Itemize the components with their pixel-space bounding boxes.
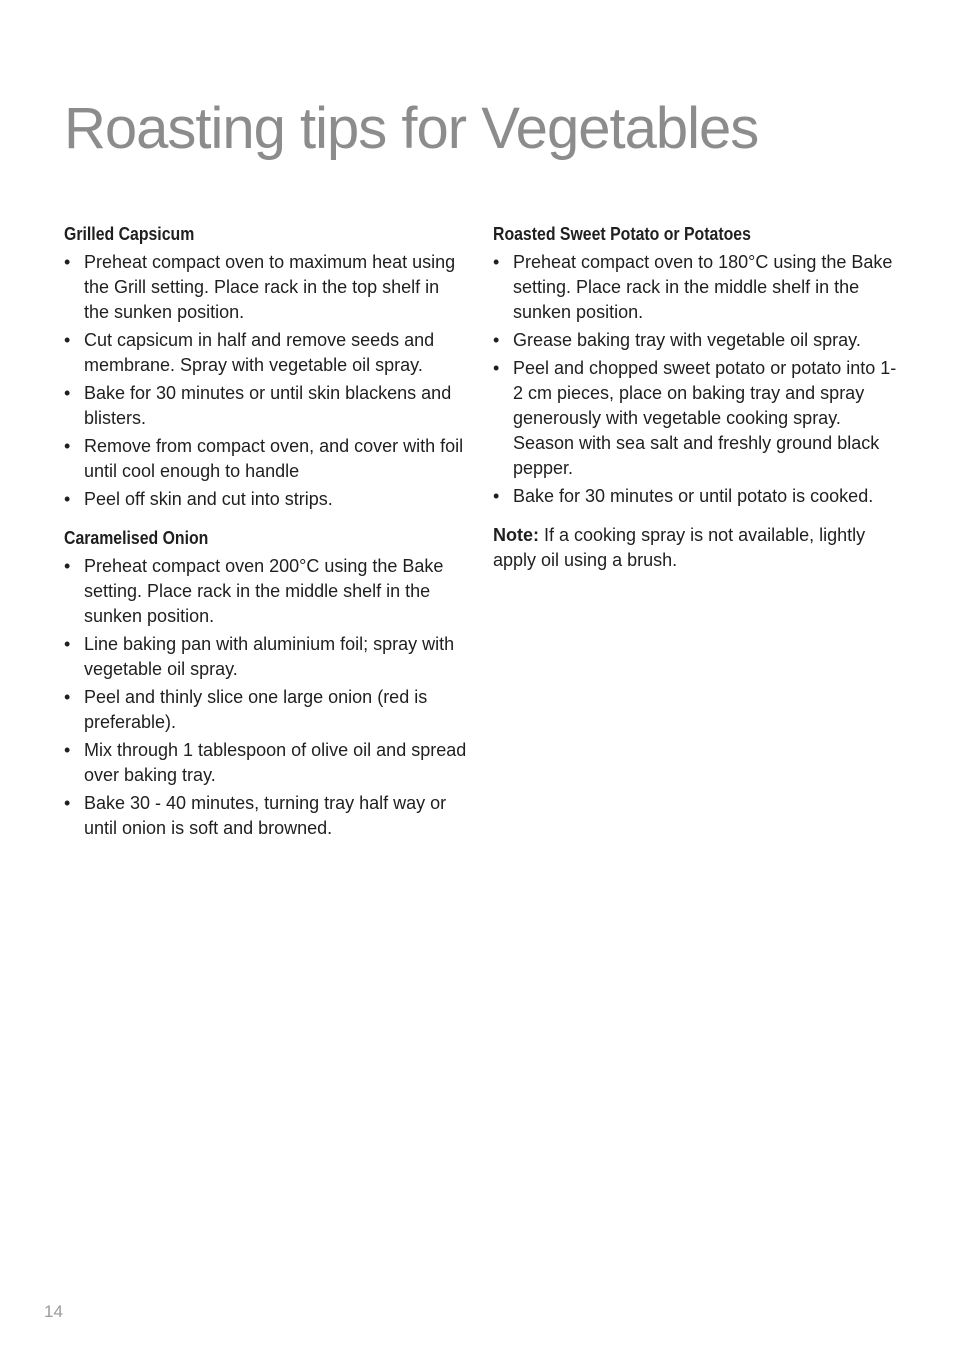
list-item	[64, 791, 469, 841]
bullet-icon: •	[64, 634, 71, 654]
list-item	[493, 328, 903, 353]
bullet-icon: •	[64, 740, 71, 760]
list-item-text: Peel and chopped sweet potato or potato into 1-2 cm pieces, place on baking tray and spray generously with vegetable cooking spray. Season with sea salt and freshly ground black pepper.	[513, 358, 897, 478]
bullet-icon: •	[64, 793, 71, 813]
section-heading: Caramelised Onion	[64, 528, 209, 548]
list-item	[64, 685, 469, 735]
bullet-icon: •	[64, 252, 71, 272]
left-column	[64, 222, 469, 855]
section-caramelised-onion	[64, 526, 469, 841]
section-roasted-sweet-potato	[493, 222, 903, 509]
note-text: If a cooking spray is not available, lightly apply oil using a brush.	[493, 525, 866, 570]
list-item	[64, 738, 469, 788]
bullet-icon: •	[64, 687, 71, 707]
bullet-icon: •	[493, 486, 500, 506]
list-item-text: Bake for 30 minutes or until skin blackens and blisters.	[84, 383, 452, 428]
list-item	[493, 356, 903, 481]
bullet-icon: •	[64, 330, 71, 350]
right-column	[493, 222, 903, 573]
bullet-list	[493, 250, 903, 509]
section-heading: Roasted Sweet Potato or Potatoes	[493, 224, 751, 244]
list-item-text: Preheat compact oven 200°C using the Bake setting. Place rack in the middle shelf in the sunken position.	[84, 556, 444, 626]
list-item	[64, 250, 469, 325]
bullet-icon: •	[493, 358, 500, 378]
list-item	[64, 328, 469, 378]
list-item	[64, 381, 469, 431]
bullet-list	[64, 250, 469, 512]
bullet-icon: •	[64, 489, 71, 509]
page-number: 14	[44, 1302, 63, 1321]
bullet-icon: •	[493, 330, 500, 350]
list-item	[493, 484, 903, 509]
list-item-text: Peel and thinly slice one large onion (red is preferable).	[84, 687, 428, 732]
list-item	[64, 487, 469, 512]
bullet-icon: •	[64, 556, 71, 576]
bullet-icon: •	[64, 436, 71, 456]
section-grilled-capsicum	[64, 222, 469, 512]
list-item-text: Remove from compact oven, and cover with foil until cool enough to handle	[84, 436, 464, 481]
list-item-text: Grease baking tray with vegetable oil spray.	[513, 330, 861, 350]
list-item-text: Peel off skin and cut into strips.	[84, 489, 333, 509]
section-heading: Grilled Capsicum	[64, 224, 195, 244]
list-item-text: Mix through 1 tablespoon of olive oil and spread over baking tray.	[84, 740, 467, 785]
list-item-text: Preheat compact oven to maximum heat using the Grill setting. Place rack in the top shelf in the sunken position.	[84, 252, 456, 322]
list-item	[493, 250, 903, 325]
list-item	[64, 554, 469, 629]
bullet-icon: •	[493, 252, 500, 272]
list-item-text: Line baking pan with aluminium foil; spray with vegetable oil spray.	[84, 634, 455, 679]
page-title: Roasting tips for Vegetables	[64, 95, 759, 161]
list-item-text: Bake for 30 minutes or until potato is cooked.	[513, 486, 874, 506]
note-label: Note:	[493, 525, 539, 545]
list-item-text: Preheat compact oven to 180°C using the Bake setting. Place rack in the middle shelf in the sunken position.	[513, 252, 893, 322]
list-item	[64, 632, 469, 682]
note	[493, 523, 903, 573]
list-item-text: Bake 30 - 40 minutes, turning tray half way or until onion is soft and browned.	[84, 793, 447, 838]
bullet-list	[64, 554, 469, 841]
list-item	[64, 434, 469, 484]
bullet-icon: •	[64, 383, 71, 403]
list-item-text: Cut capsicum in half and remove seeds and membrane. Spray with vegetable oil spray.	[84, 330, 435, 375]
